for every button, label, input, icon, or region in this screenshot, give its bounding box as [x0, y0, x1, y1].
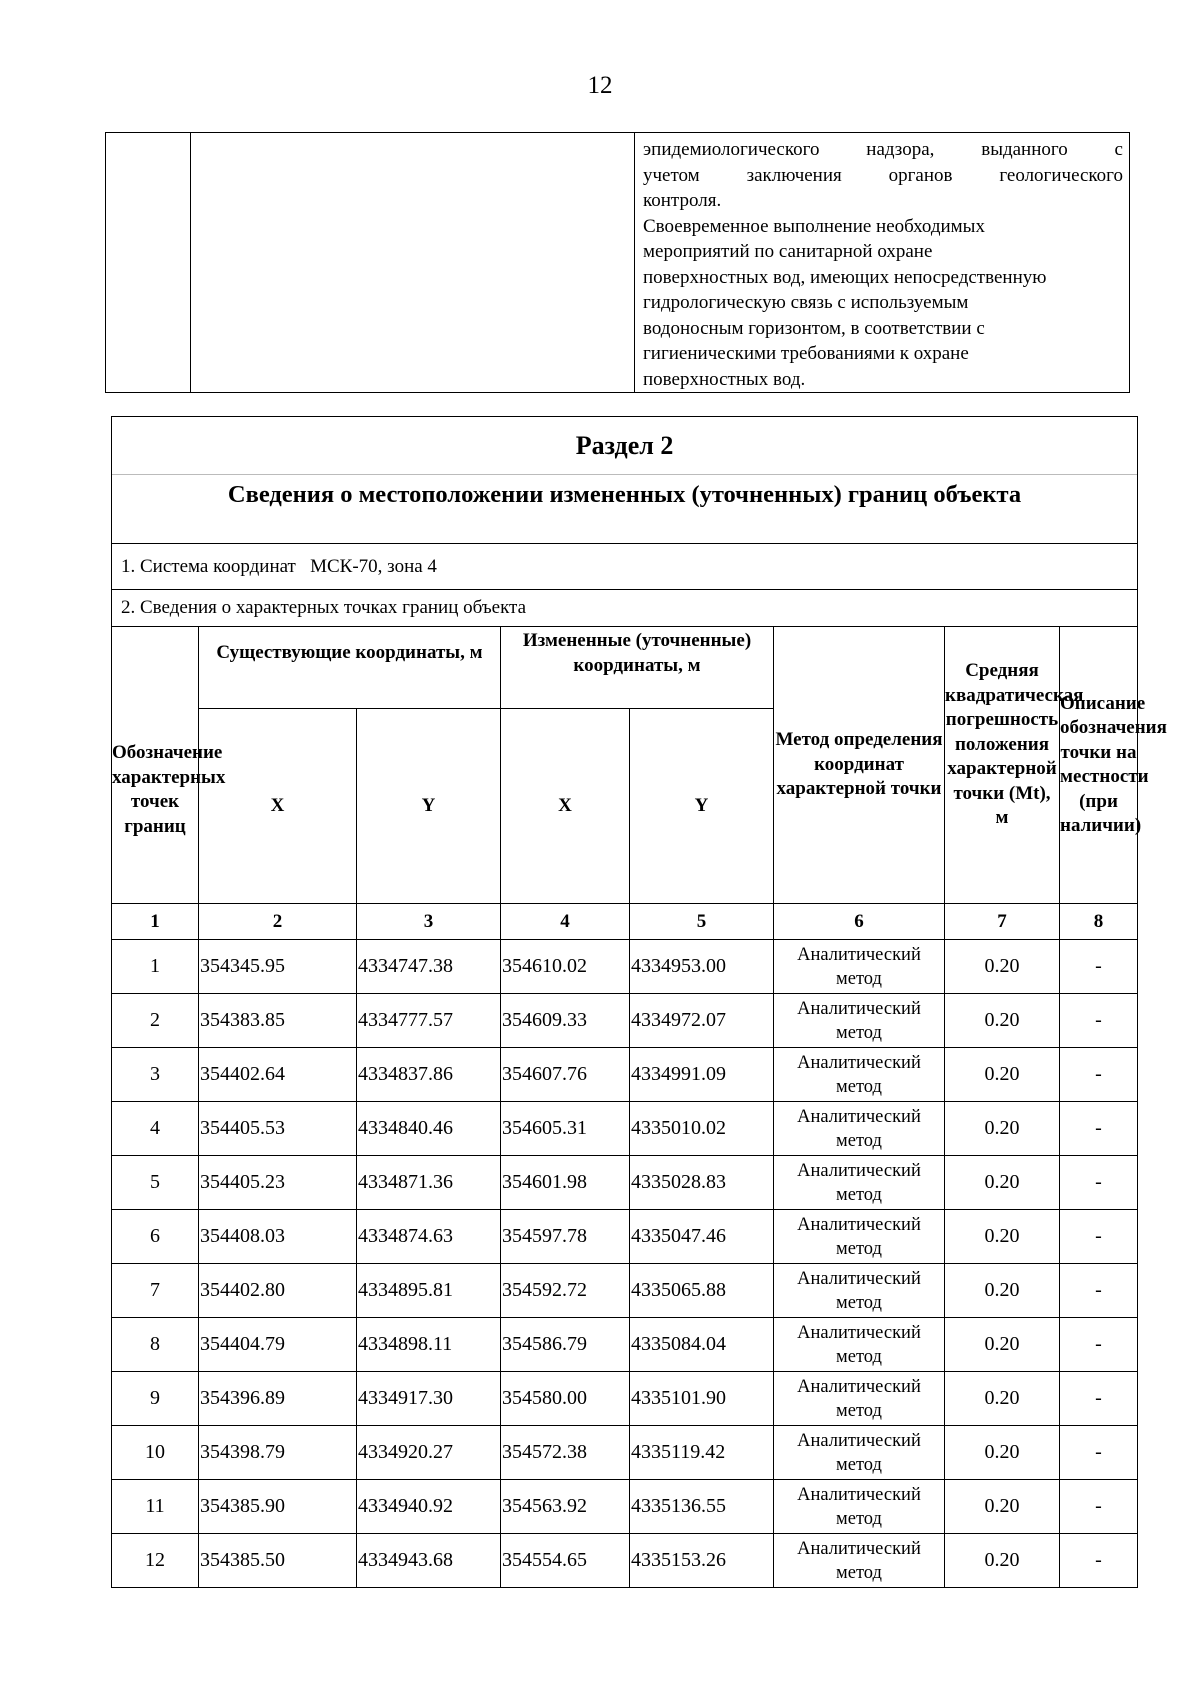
page-number: 12	[587, 72, 613, 99]
point-number-cell: 1	[112, 940, 199, 994]
existing-y-cell: 4334895.81	[357, 1264, 501, 1318]
mean-square-error-cell: 0.20	[945, 994, 1060, 1048]
header-y-changed: Y	[630, 709, 774, 904]
point-number-cell: 2	[112, 994, 199, 1048]
existing-y-cell: 4334917.30	[357, 1372, 501, 1426]
points-heading: 2. Сведения о характерных точках границ объекта	[112, 590, 1138, 627]
existing-y-cell: 4334874.63	[357, 1210, 501, 1264]
changed-x-cell: 354586.79	[501, 1318, 630, 1372]
mean-square-error-cell: 0.20	[945, 1210, 1060, 1264]
table-row	[112, 1534, 1138, 1588]
method-cell: Аналитический метод	[774, 1318, 945, 1372]
description-cell: -	[1060, 1264, 1138, 1318]
existing-x-cell: 354404.79	[199, 1318, 357, 1372]
column-number: 8	[1060, 904, 1138, 940]
requirements-line: мероприятий по санитарной охране	[643, 241, 933, 262]
requirements-line: поверхностных вод.	[643, 368, 806, 390]
method-cell: Аналитический метод	[774, 1156, 945, 1210]
header-y-existing: Y	[357, 709, 501, 904]
coordinates-table-body	[112, 940, 1138, 1588]
coord-system-label: 1. Система координат	[121, 555, 296, 577]
header-x-existing: X	[199, 709, 357, 904]
changed-y-cell: 4335065.88	[630, 1264, 774, 1318]
column-number: 7	[945, 904, 1060, 940]
existing-x-cell: 354345.95	[199, 940, 357, 994]
existing-x-cell: 354402.64	[199, 1048, 357, 1102]
mean-square-error-cell: 0.20	[945, 1372, 1060, 1426]
method-cell: Аналитический метод	[774, 1264, 945, 1318]
method-cell: Аналитический метод	[774, 940, 945, 994]
changed-y-cell: 4335028.83	[630, 1156, 774, 1210]
existing-x-cell: 354396.89	[199, 1372, 357, 1426]
mean-square-error-cell: 0.20	[945, 940, 1060, 994]
column-number: 2	[199, 904, 357, 940]
existing-x-cell: 354408.03	[199, 1210, 357, 1264]
requirements-cell	[635, 133, 1130, 393]
mean-square-error-cell: 0.20	[945, 1102, 1060, 1156]
point-number-cell: 3	[112, 1048, 199, 1102]
description-cell: -	[1060, 940, 1138, 994]
column-numbers-row	[112, 904, 1138, 940]
mean-square-error-cell: 0.20	[945, 1156, 1060, 1210]
requirements-line: контроля.	[643, 190, 722, 211]
header-changed-coordinates: Измененные (уточненные) координаты, м	[501, 627, 774, 709]
point-number-cell: 11	[112, 1480, 199, 1534]
description-cell: -	[1060, 1102, 1138, 1156]
mean-square-error-cell: 0.20	[945, 1264, 1060, 1318]
column-number: 4	[501, 904, 630, 940]
point-number-cell: 12	[112, 1534, 199, 1588]
column-number: 1	[112, 904, 199, 940]
empty-cell	[106, 133, 191, 393]
point-number-cell: 8	[112, 1318, 199, 1372]
section-title: Раздел 2	[112, 417, 1138, 475]
description-cell: -	[1060, 994, 1138, 1048]
continuation-table	[105, 132, 1130, 393]
requirements-line: водоносным горизонтом, в соответствии с	[643, 317, 985, 339]
mean-square-error-cell: 0.20	[945, 1480, 1060, 1534]
description-cell: -	[1060, 1318, 1138, 1372]
header-mean-square-error: Средняя квадратическая погрешность положения характерной точки (Mt), м	[945, 627, 1060, 904]
coord-system-value: МСК-70, зона 4	[310, 555, 437, 577]
header-method: Метод определения координат характерной точки	[774, 627, 945, 904]
table-row	[112, 1480, 1138, 1534]
changed-y-cell: 4335010.02	[630, 1102, 774, 1156]
header-existing-coordinates: Существующие координаты, м	[199, 627, 501, 709]
existing-y-cell: 4334747.38	[357, 940, 501, 994]
existing-x-cell: 354402.80	[199, 1264, 357, 1318]
description-cell: -	[1060, 1534, 1138, 1588]
point-number-cell: 4	[112, 1102, 199, 1156]
changed-y-cell: 4335084.04	[630, 1318, 774, 1372]
changed-y-cell: 4334991.09	[630, 1048, 774, 1102]
point-number-cell: 9	[112, 1372, 199, 1426]
header-point-description: Описание обозначения точки на местности (при наличии)	[1060, 627, 1138, 904]
column-number: 6	[774, 904, 945, 940]
table-row	[112, 1318, 1138, 1372]
method-cell: Аналитический метод	[774, 1102, 945, 1156]
empty-cell	[191, 133, 635, 393]
table-row	[112, 1210, 1138, 1264]
existing-x-cell: 354398.79	[199, 1426, 357, 1480]
point-number-cell: 10	[112, 1426, 199, 1480]
existing-y-cell: 4334898.11	[357, 1318, 501, 1372]
existing-y-cell: 4334777.57	[357, 994, 501, 1048]
changed-x-cell: 354609.33	[501, 994, 630, 1048]
mean-square-error-cell: 0.20	[945, 1318, 1060, 1372]
changed-y-cell: 4335047.46	[630, 1210, 774, 1264]
requirements-line: гидрологическую связь с используемым	[643, 292, 969, 313]
table-row	[112, 1426, 1138, 1480]
method-cell: Аналитический метод	[774, 1480, 945, 1534]
table-row	[112, 994, 1138, 1048]
requirements-line: учетом заключения органов геологического	[643, 164, 1123, 186]
point-number-cell: 6	[112, 1210, 199, 1264]
existing-x-cell: 354385.90	[199, 1480, 357, 1534]
changed-x-cell: 354605.31	[501, 1102, 630, 1156]
changed-x-cell: 354572.38	[501, 1426, 630, 1480]
description-cell: -	[1060, 1210, 1138, 1264]
header-x-changed: X	[501, 709, 630, 904]
table-row	[112, 940, 1138, 994]
table-row	[112, 1372, 1138, 1426]
existing-x-cell: 354383.85	[199, 994, 357, 1048]
section-2-table	[111, 416, 1167, 1588]
existing-x-cell: 354405.53	[199, 1102, 357, 1156]
changed-y-cell: 4335119.42	[630, 1426, 774, 1480]
changed-x-cell: 354554.65	[501, 1534, 630, 1588]
existing-y-cell: 4334920.27	[357, 1426, 501, 1480]
method-cell: Аналитический метод	[774, 1534, 945, 1588]
mean-square-error-cell: 0.20	[945, 1048, 1060, 1102]
table-row	[112, 1048, 1138, 1102]
table-row	[112, 1102, 1138, 1156]
point-number-cell: 5	[112, 1156, 199, 1210]
existing-x-cell: 354385.50	[199, 1534, 357, 1588]
column-number: 3	[357, 904, 501, 940]
method-cell: Аналитический метод	[774, 1048, 945, 1102]
description-cell: -	[1060, 1480, 1138, 1534]
header-point-designation: Обозначение характерных точек границ	[112, 627, 199, 904]
changed-x-cell: 354580.00	[501, 1372, 630, 1426]
description-cell: -	[1060, 1426, 1138, 1480]
existing-x-cell: 354405.23	[199, 1156, 357, 1210]
changed-x-cell: 354607.76	[501, 1048, 630, 1102]
continuation-row	[106, 133, 1130, 393]
changed-y-cell: 4335153.26	[630, 1534, 774, 1588]
changed-y-cell: 4334972.07	[630, 994, 774, 1048]
existing-y-cell: 4334871.36	[357, 1156, 501, 1210]
changed-y-cell: 4334953.00	[630, 940, 774, 994]
requirements-text	[635, 133, 1129, 392]
table-row	[112, 1156, 1138, 1210]
existing-y-cell: 4334837.86	[357, 1048, 501, 1102]
changed-x-cell: 354563.92	[501, 1480, 630, 1534]
changed-x-cell: 354597.78	[501, 1210, 630, 1264]
section-subtitle: Сведения о местоположении измененных (уточненных) границ объекта	[112, 475, 1138, 544]
description-cell: -	[1060, 1372, 1138, 1426]
mean-square-error-cell: 0.20	[945, 1534, 1060, 1588]
changed-x-cell: 354601.98	[501, 1156, 630, 1210]
changed-x-cell: 354592.72	[501, 1264, 630, 1318]
requirements-line: эпидемиологического надзора, выданного с	[643, 139, 1123, 160]
description-cell: -	[1060, 1156, 1138, 1210]
method-cell: Аналитический метод	[774, 1372, 945, 1426]
changed-y-cell: 4335136.55	[630, 1480, 774, 1534]
changed-x-cell: 354610.02	[501, 940, 630, 994]
requirements-line: поверхностных вод, имеющих непосредственную	[643, 266, 1047, 288]
existing-y-cell: 4334840.46	[357, 1102, 501, 1156]
column-number: 5	[630, 904, 774, 940]
existing-y-cell: 4334940.92	[357, 1480, 501, 1534]
method-cell: Аналитический метод	[774, 994, 945, 1048]
coord-system-row	[112, 544, 1138, 590]
method-cell: Аналитический метод	[774, 1210, 945, 1264]
point-number-cell: 7	[112, 1264, 199, 1318]
requirements-line: гигиеническими требованиями к охране	[643, 343, 969, 364]
existing-y-cell: 4334943.68	[357, 1534, 501, 1588]
description-cell: -	[1060, 1048, 1138, 1102]
changed-y-cell: 4335101.90	[630, 1372, 774, 1426]
requirements-line: Своевременное выполнение необходимых	[643, 215, 985, 237]
method-cell: Аналитический метод	[774, 1426, 945, 1480]
mean-square-error-cell: 0.20	[945, 1426, 1060, 1480]
table-row	[112, 1264, 1138, 1318]
